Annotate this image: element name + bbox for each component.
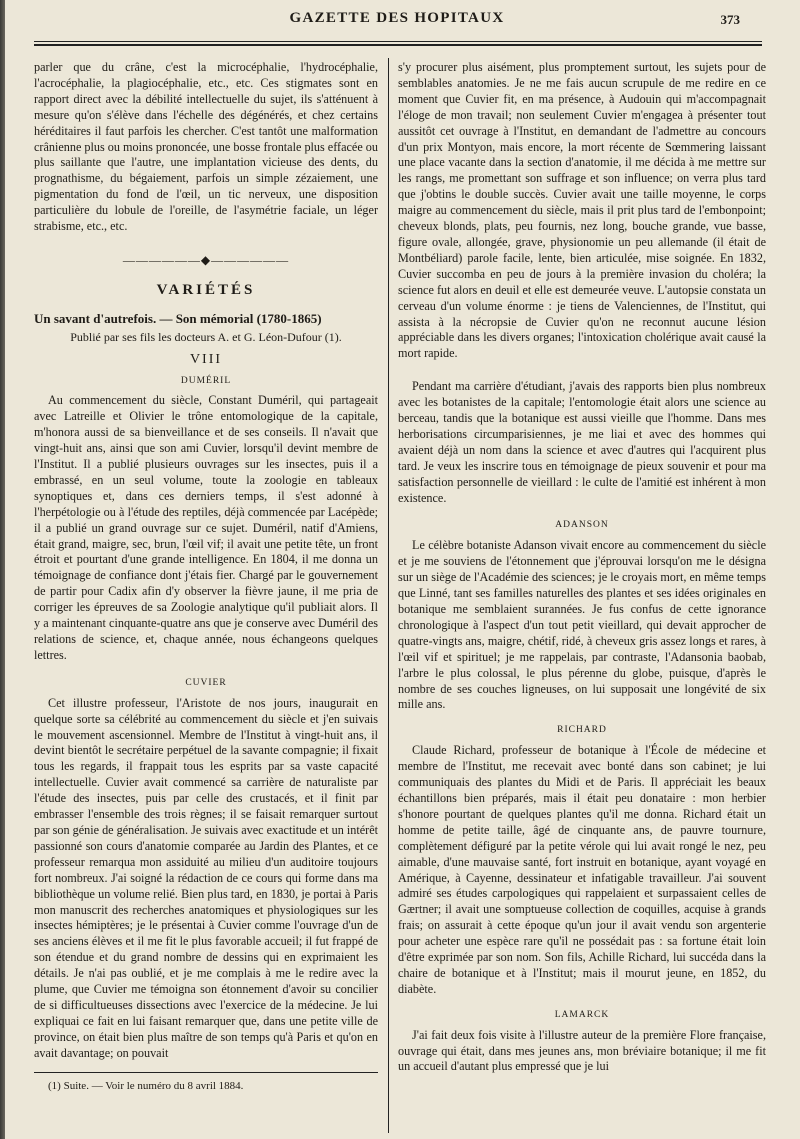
subhead-richard: RICHARD <box>557 725 607 736</box>
header-rule-thick <box>34 44 762 46</box>
column-divider <box>388 58 389 1133</box>
subhead-lamarck: LAMARCK <box>554 1009 610 1020</box>
subhead-dumeril: DUMÉRIL <box>180 375 232 386</box>
paragraph-richard: Claude Richard, professeur de botanique à l'École de médecine et membre de l'Institut, me recevait avec bonté dans son cabinet; je lui communiquais des plantes du Midi et de Paris. Il appréciait les beaux échantillons bien préparés, mais il était peu donataire : mon herbier s'honore pourtant de quelques plantes qu'il me donna. Richard était un homme de petite taille, âgé de cinquante ans, de pauvre tournure, complètement défiguré par la petite vérole qui lui avait rongé le nez, peu aimable, d'une mauvaise santé, fort instruit en botanique, ayant voyagé en Amérique, à Cayenne, dessinateur et infatigable travailleur. J'ai souvent admiré ses études carpologiques qui rappelaient et surpassaient celles de Gærtner; il avait une somptueuse collection de coquilles, acquise à grands frais; on assurait à cette époque qu'un jour il avait vendu son argenterie pour acheter une espèce rare qu'il ne possédait pas : sa fortune était loin d'être exprimée par son nom. Son fils, Achille Richard, lui succéda dans la chaire de botanique et à l'Institut; mais il mourut jeune, en 1852, du diabète. <box>398 743 766 996</box>
subhead-cuvier: CUVIER <box>185 677 227 688</box>
journal-title: GAZETTE DES HOPITAUX <box>289 10 505 26</box>
paragraph-dumeril: Au commencement du siècle, Constant Duméril, qui partageait avec Latreille et Olivier le trône entomologique de la capitale, m'honora aussi de sa bienveillance et de ses conseils. Il n'avait que vingt-huit ans, ainsi que son ami Cuvier, lorsqu'il devint membre de l'Institut. Il a publié plusieurs ouvrages sur les insectes, puis il a embrassé, en un seul volume, toute la zoologie en tableaux synoptiques et, dans ces derniers temps, il s'est adonné à l'herpétologie ou à l'étude des reptiles, déjà commencée par Lacépède; il a publié un grand ouvrage sur ce sujet. Duméril, natif d'Amiens, était grand, maigre, sec, brun, l'œil vif; il avait une petite tête, un front étroit et pourtant d'une grande intelligence. En 1804, il me donna un témoignage de confiance dont j'étais fier. Chargé par le gouvernement de partir pour Cadix afin d'y observer la fièvre jaune, il me pria de corriger les épreuves de sa Zoologie analytique qu'il publiait alors. Il y a maintenant cinquante-quatre ans que je conserve avec Duméril des relations de science, et, chaque année, nous échangeons quelques lettres. <box>34 393 378 662</box>
paragraph-student: Pendant ma carrière d'étudiant, j'avais des rapports bien plus nombreux avec les botanistes de la capitale; l'entomologie était alors une science au berceau, tandis que la botanique est aussi vieille que l'homme. Dans mes herborisations circumparisiennes, je me liai et avec des hommes qui avaient déjà un nom dans la science et avec d'autres qui l'acquirent plus tard. Je veux les inscrire tous en témoignage de pieux souvenir et pour ma satisfaction personnelle de vieillard : le culte de l'amitié est inhérent à mon existence. <box>398 379 766 505</box>
subhead-adanson: ADANSON <box>555 520 609 531</box>
paragraph-cuvier-continued: s'y procurer plus aisément, plus promptement surtout, les sujets pour de semblables anatomies. Je ne me fais aucun scrupule de me redire en ce moment que Cuvier fit, en ma présence, à Audouin qui m'accompagnait l'éloge de mon travail; non seulement Cuvier m'engagea à présenter tout aussitôt cet ouvrage à l'Institut, en demandant de l'admettre au concours d'un prix Montyon, mais encore, la mort récente de Sœmmering laissant une place vacante dans la section d'anatomie, il me décida à me mettre sur les rangs, me promettant son suffrage et son influence; on verra plus tard que j'obtins le double succès. Cuvier avait une taille moyenne, le corps maigre au commencement du siècle, mais il prit plus tard de l'embonpoint; cheveux blonds, plats, peu fournis, nez long, bouche grande, vue basse, figure ovale, allongée, grave, physionomie un peu allemande (il était de Montbéliard) parole facile, lente, bien articulée, mise soignée. En 1832, Cuvier succomba en peu de jours à la première invasion du choléra; la science fut alors en deuil et elle est demeurée veuve. L'autopsie constata un cerveau d'un volume énorme : je tiens de Valenciennes, de l'Institut, qui assista à la nécropsie de Cuvier qu'on ne reconnut aucune lésion appréciable dans les divers organes; l'intoxication cholérique avait causé la mort rapide. <box>398 60 766 361</box>
intro-paragraph: parler que du crâne, c'est la microcéphalie, l'hydrocéphalie, l'acrocéphalie, la plagiocéphalie, etc., etc. Ces stigmates sont en rapport direct avec la débilité intellectuelle du sujet, ils s'atténuent à mesure qu'on s'élève dans l'échelle des dégénérés, et chez certains héréditaires il faut parfois les chercher. C'est tantôt une malformation crânienne plus ou moins prononcée, une bosse frontale plus effacée ou plus saillante que l'autre, une implantation vicieuse des dents, du prognathisme, du bégaiement, parfois un simple zézaiement, une pigmentation du fond de l'œil, un tic nerveux, une disposition particulière du lobule de l'oreille, de l'asymétrie faciale, un léger strabisme, etc., etc. <box>34 60 378 234</box>
paragraph-cuvier: Cet illustre professeur, l'Aristote de nos jours, inaugurait en quelque sorte sa célébrité au commencement du siècle et j'en suivais le mouvement ascensionnel. Membre de l'Institut à vingt-huit ans, il devint bientôt le secrétaire perpétuel de la savante compagnie; il fixait tous les regards, il frappait tous les esprits par sa vaste capacité intellectuelle. Cuvier avait commencé sa carrière de naturaliste par l'étude des insectes, puis par celle des crustacés, et il finit par embrasser l'ensemble des trois règnes; il se faisait remarquer surtout par son génie de généralisation. Je suivais avec exactitude et un intérêt passionné son cours d'anatomie comparée au Jardin des Plantes, et ce professeur remarqua mon assiduité au milieu d'un auditoire toujours fort nombreux. J'ai soigné la rédaction de ce cours qui forme dans ma bibliothèque un volume relié. Bien plus tard, en 1830, je portai à Paris mon manuscrit des recherches anatomiques et physiologiques sur les insectes hémiptères; je le présentai à Cuvier comme l'ouvrage d'un de ses anciens élèves et il me fit le plus favorable accueil; il fut frappé de son étendue et du grand nombre de dessins qui en exprimaient les détails. Je n'ai pas oublié, et je me complais à me le redire avec la plume, que Cuvier me témoigna son étonnement d'avoir su concilier de si difficultueuses dissections avec l'exercice de la médecine. Je lui expliquai ce fait en lui faisant remarquer que, dans une petite ville de province, on était bien plus maître de son temps qu'à Paris et qu'on en avait davantage; on pouvait <box>34 695 378 1060</box>
header-rule <box>34 41 762 42</box>
part-number: VIII <box>189 351 223 367</box>
page-header <box>24 10 770 32</box>
section-ornament: ——————◆—————— <box>122 252 290 267</box>
left-column <box>34 60 378 1094</box>
page-number: 373 <box>720 12 740 27</box>
article-title: Un savant d'autrefois. — Son mémorial (1780-1865) <box>34 310 322 326</box>
paragraph-adanson: Le célèbre botaniste Adanson vivait encore au commencement du siècle et je me souviens de l'étonnement que j'éprouvai lorsqu'on me le désigna sur un siège de l'Académie des sciences; je le croyais mort, en même temps que Linné, tant ses familles naturelles des plantes et ses idées originales en botanique me semblaient surannées. Je fus confus de cette ignorance chronologique à l'aspect d'un tout petit vieillard, qui devait approcher de quatre-vingts ans, maigre, chétif, ridé, à cheveux gris assez longs et rares, à l'œil vif et spirituel; je me rappelais, par contraste, l'Adansonia baobab, l'arbre le plus colossal, le plus pérenne du globe, puisque, d'après le nombre de ses couches ligneuses, on lui supposait une longévité de six mille ans. <box>398 538 766 712</box>
footnote-rule <box>34 1072 378 1073</box>
section-title: VARIÉTÉS <box>156 281 256 298</box>
binding-edge <box>0 0 5 1139</box>
right-column <box>398 60 766 1075</box>
article-byline: Publié par ses fils les docteurs A. et G. Léon-Dufour (1). <box>70 329 342 344</box>
paragraph-lamarck: J'ai fait deux fois visite à l'illustre auteur de la première Flore française, ouvrage qui était, dans mes jeunes ans, mon bréviaire botanique; il me fit un accueil d'autant plus empressé que je lui <box>398 1027 766 1074</box>
footnote: (1) Suite. — Voir le numéro du 8 avril 1884. <box>48 1079 244 1092</box>
